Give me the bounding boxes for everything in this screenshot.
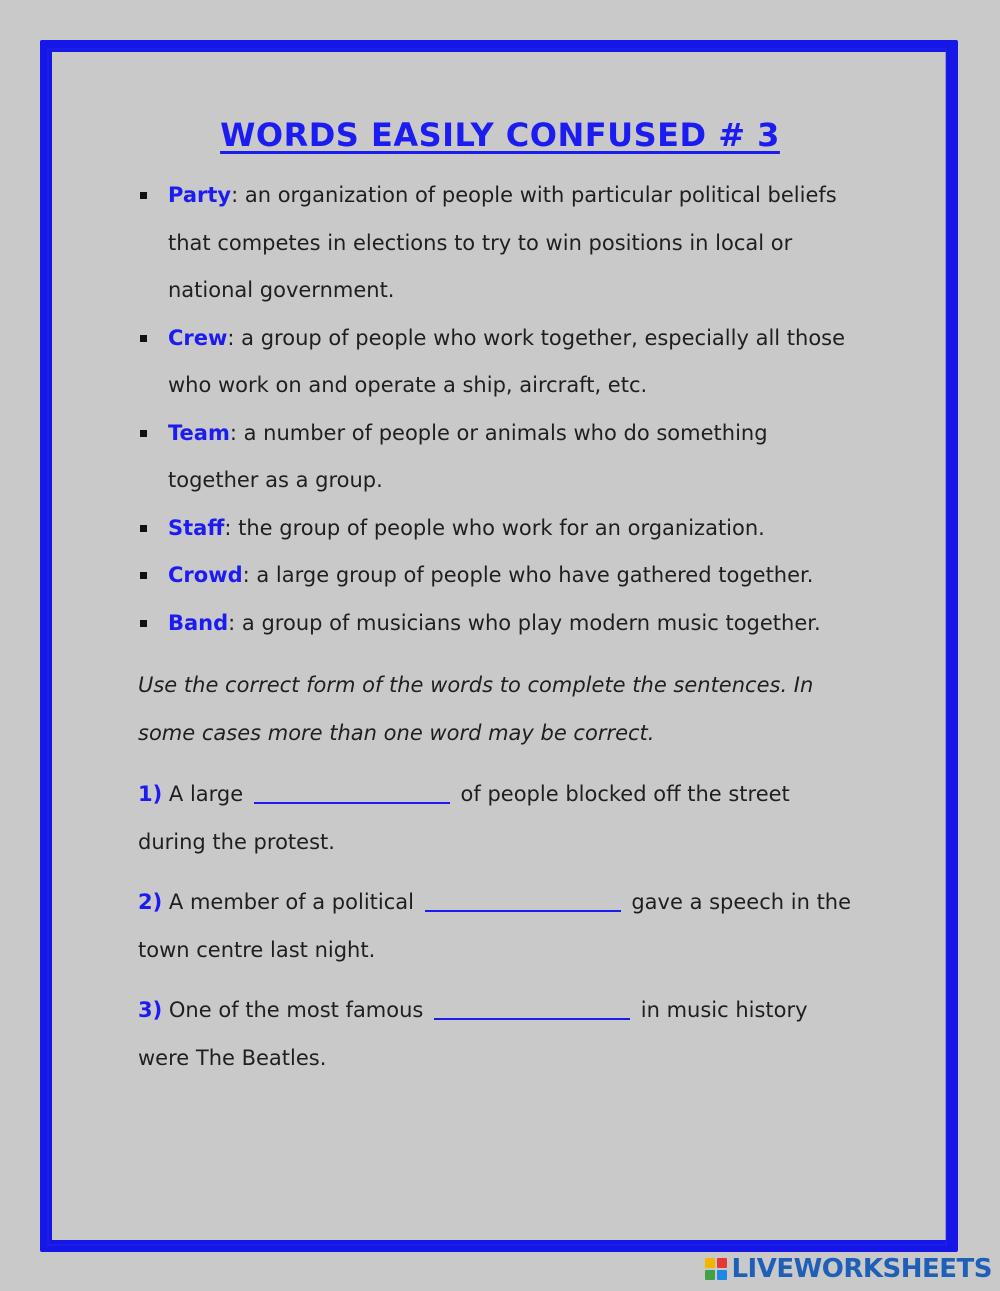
question-text-after: gave a speech in the town centre last night. [138,890,852,962]
question-text-after: in music history were The Beatles. [138,998,808,1070]
question-number: 1) [138,782,163,806]
definition-term: Team [168,420,230,445]
question-text-before: A member of a political [168,890,414,914]
definition-text: : an organization of people with particular political beliefs that competes in elections to try to win positions in local or national government. [168,183,837,302]
question-2 [138,878,863,974]
question-text-after: of people blocked off the street during the protest. [138,782,790,854]
bullet-icon [140,620,147,627]
definition-item-staff [138,505,858,553]
definition-item-band [138,600,858,648]
answer-blank-1[interactable] [254,780,450,804]
definition-item-team [138,410,858,505]
definition-item-crowd [138,552,858,600]
bullet-icon [140,335,147,342]
logo-icon [705,1258,727,1280]
instructions-text: Use the correct form of the words to complete the sentences. In some cases more than one word may be correct. [138,673,814,745]
definition-list [138,172,858,647]
definition-term: Crew [168,325,228,350]
definition-term: Band [168,610,229,635]
definition-text: : a group of musicians who play modern music together. [228,610,821,635]
question-number: 3) [138,998,163,1022]
definition-term: Party [168,183,232,207]
bullet-icon [140,572,147,579]
definition-text: : a group of people who work together, especially all those who work on and operate a ship, aircraft, etc. [168,325,846,397]
page-title: WORDS EASILY CONFUSED # 3 [220,116,780,154]
question-3 [138,986,863,1082]
bullet-icon [140,192,147,199]
definition-text: : a number of people or animals who do something together as a group. [168,420,768,492]
definition-text: : a large group of people who have gathered together. [242,563,814,587]
bullet-icon [140,525,147,532]
logo-text: LIVEWORKSHEETS [731,1254,992,1284]
liveworksheets-logo [705,1255,992,1283]
bullet-icon [140,430,147,437]
answer-blank-2[interactable] [425,888,621,912]
definition-term: Crowd [168,563,243,587]
answer-blank-3[interactable] [434,996,630,1020]
definition-item-crew [138,315,858,410]
definition-text: : the group of people who work for an organization. [224,515,765,540]
question-text-before: A large [168,782,244,806]
question-text-before: One of the most famous [168,998,424,1022]
question-number: 2) [138,890,163,914]
definition-term: Staff [168,515,225,540]
question-1 [138,770,863,866]
definition-item-party [138,172,858,315]
